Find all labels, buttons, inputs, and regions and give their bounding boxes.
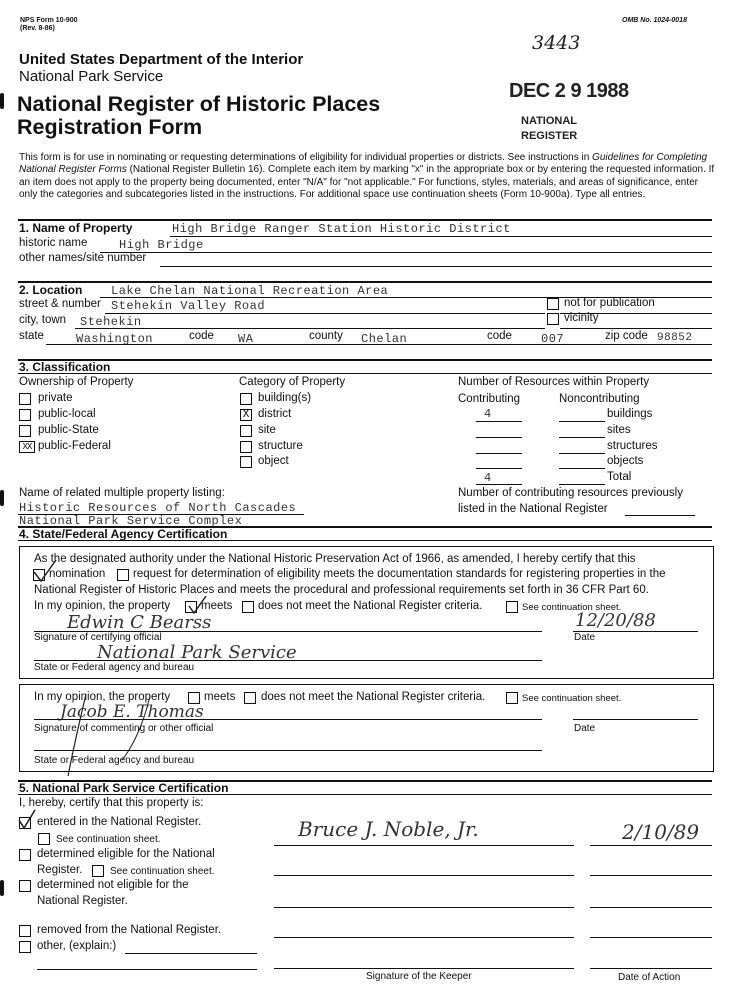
keeper-signature: Bruce J. Noble, Jr. [298, 817, 479, 841]
contrib-line [476, 453, 522, 454]
related-listing-value-2[interactable]: National Park Service Complex [19, 514, 243, 528]
determined-eligible-checkbox[interactable] [19, 849, 31, 861]
ownership-label-public-local: public-local [38, 408, 96, 420]
city-line [75, 328, 545, 329]
section-rule [18, 359, 712, 361]
date-of-action-label: Date of Action [618, 972, 681, 983]
entered-continuation-label: See continuation sheet. [56, 834, 161, 845]
street-value[interactable]: Stehekin Valley Road [111, 299, 266, 313]
does-not-meet-checkbox-2[interactable] [244, 692, 256, 704]
location-value[interactable]: Lake Chelan National Recreation Area [111, 284, 389, 298]
other-explain-line-2 [37, 969, 257, 970]
section4-heading: 4. State/Federal Agency Certification [19, 527, 228, 541]
instructions-paragraph: This form is for use in nominating or requesting determinations of eligibility for individual properties or districts. See instructions in Guidelines for Completing National Register Forms (National Register Bulletin 16). Complete each item by marking "x" in the appropriate box or by entering the requested information. If an item does not apply to the property being documented, enter "N/A" for "not applicable." For functions, styles, materials, and areas of significance, enter only the categories and subcategories listed in the instructions. For additional space use continuation sheets (Form 10-900a). Type all entries. [19, 152, 715, 201]
see-continuation-label: See continuation sheet. [522, 602, 622, 613]
state-label: state [19, 330, 44, 342]
category-label-structure: structure [258, 440, 303, 452]
ownership-label-public-state: public-State [38, 424, 99, 436]
noncontrib-line [559, 421, 605, 422]
category-checkbox-structure[interactable] [240, 441, 252, 453]
signature-certifying-label: Signature of certifying official [34, 632, 162, 643]
not-for-publication-label: not for publication [564, 297, 655, 309]
entered-label: entered in the National Register. [37, 816, 202, 828]
nps-cert-intro: I, hereby, certify that this property is: [19, 797, 204, 809]
category-checkbox-site[interactable] [240, 425, 252, 437]
resource-row-objects: objects [607, 455, 644, 467]
noncontributing-label: Noncontributing [559, 393, 640, 405]
county-value[interactable]: Chelan [361, 332, 408, 346]
commenting-date-line [573, 719, 698, 720]
historic-name-line [100, 252, 712, 253]
signature-keeper-label: Signature of the Keeper [366, 971, 472, 982]
contrib-line [476, 484, 522, 485]
form-number: NPS Form 10-900 [20, 17, 78, 24]
opinion-prefix-2: In my opinion, the property [34, 691, 171, 703]
noncontrib-line [559, 437, 605, 438]
section1-heading: 1. Name of Property [19, 221, 133, 235]
city-value[interactable]: Stehekin [80, 315, 142, 329]
category-label-object: object [258, 455, 289, 467]
ownership-checkbox-public-federal[interactable]: XX [19, 441, 35, 453]
date-label: Date [574, 632, 596, 643]
state-bureau-label: State or Federal agency and bureau [34, 662, 195, 673]
keeper-line-2 [274, 875, 574, 876]
omb-number: OMB No. 1024-0018 [622, 17, 687, 24]
contrib-line [476, 437, 522, 438]
state-code-value[interactable]: WA [238, 332, 254, 346]
zip-value[interactable]: 98852 [657, 332, 693, 344]
resource-row-structures: structures [607, 440, 658, 452]
section-rule [18, 281, 712, 283]
keeper-date-line-3 [590, 907, 712, 908]
certifying-date: 12/20/88 [575, 610, 656, 631]
city-label: city, town [19, 314, 67, 326]
related-listing-label: Name of related multiple property listing: [19, 487, 225, 499]
category-label-building: building(s) [258, 392, 312, 404]
keeper-line-4 [274, 937, 574, 938]
section-rule [18, 373, 712, 374]
not-for-publication-checkbox[interactable] [547, 298, 559, 310]
commenting-signature-line [34, 719, 542, 720]
keeper-date-line-2 [590, 875, 712, 876]
street-label: street & number [19, 298, 101, 310]
contributing-total[interactable]: 4 [484, 471, 492, 485]
historic-name-value[interactable]: High Bridge [119, 238, 204, 252]
handwritten-reference-number: 3443 [532, 32, 581, 54]
determined-not-eligible-label-2: National Register. [37, 895, 128, 907]
county-code-label: code [487, 330, 512, 342]
removed-checkbox[interactable] [19, 925, 31, 937]
category-label-site: site [258, 424, 276, 436]
stamp-register: REGISTER [521, 130, 578, 142]
keeper-date-line-4 [590, 937, 712, 938]
category-checkbox-building[interactable] [240, 393, 252, 405]
does-not-meet-label: does not meet the National Register criteria. [258, 600, 483, 612]
other-checkbox[interactable] [19, 941, 31, 953]
zip-label: zip code [605, 330, 648, 342]
resource-row-sites: sites [607, 424, 631, 436]
punch-mark [0, 880, 4, 896]
keeper-line-3 [274, 907, 574, 908]
ownership-checkbox-private[interactable] [19, 393, 31, 405]
see-continuation-checkbox[interactable] [506, 601, 518, 613]
category-checkbox-district[interactable]: X [240, 409, 252, 421]
cert-line1: As the designated authority under the National Historic Preservation Act of 1966, as amended, I hereby certify that this [34, 553, 636, 565]
contributing-buildings[interactable]: 4 [484, 407, 492, 421]
contrib-line [476, 421, 522, 422]
determined-eligible-label-2: Register. [37, 864, 83, 876]
removed-label: removed from the National Register. [37, 924, 222, 936]
bureau-handwritten: National Park Service [97, 642, 297, 663]
signature-commenting-label: Signature of commenting or other official [34, 723, 214, 734]
contributing-label: Contributing [458, 393, 521, 405]
keeper-date: 2/10/89 [622, 820, 700, 844]
received-date-stamp: DEC 2 9 1988 [509, 80, 629, 102]
state-line [46, 344, 712, 345]
bureau-line [34, 660, 542, 661]
meets-label-2: meets [204, 691, 236, 703]
state-value[interactable]: Washington [76, 332, 154, 346]
commenting-slash-mark [30, 690, 210, 780]
keeper-date-line-5 [590, 968, 712, 969]
state-code-label: code [189, 330, 214, 342]
section3-heading: 3. Classification [19, 360, 111, 374]
vicinity-label: vicinity [564, 312, 599, 324]
eligible-continuation-label: See continuation sheet. [110, 866, 215, 877]
commenting-bureau-line [34, 750, 542, 751]
opinion-prefix: In my opinion, the property [34, 600, 171, 612]
department-name: United States Department of the Interior [19, 51, 304, 68]
does-not-meet-label-2: does not meet the National Register criteria. [261, 691, 486, 703]
keeper-line-5 [274, 968, 574, 969]
property-name-line [170, 236, 712, 237]
other-explain-line [125, 953, 257, 954]
form-title-line2: Registration Form [17, 115, 203, 139]
section-rule [18, 540, 712, 541]
noncontrib-line [559, 468, 605, 469]
keeper-date-line-1 [590, 845, 712, 846]
ownership-label-public-federal: public-Federal [38, 440, 111, 452]
entered-check-mark [16, 808, 38, 832]
section5-heading: 5. National Park Service Certification [19, 781, 229, 795]
other-names-label: other names/site number [19, 252, 147, 264]
ownership-label-private: private [38, 392, 73, 404]
meets-label: meets [201, 600, 233, 612]
contrib-line [476, 468, 522, 469]
county-code-value[interactable]: 007 [541, 332, 565, 346]
determined-not-eligible-label-1: determined not eligible for the [37, 879, 189, 891]
request-label: request for determination of eligibility meets the documentation standards for registering properties in the [133, 568, 666, 580]
property-name-value[interactable]: High Bridge Ranger Station Historic District [172, 222, 511, 236]
resource-row-buildings: buildings [607, 408, 653, 420]
county-label: county [309, 330, 343, 342]
state-bureau-label-2: State or Federal agency and bureau [34, 755, 195, 766]
entered-continuation-checkbox[interactable] [38, 833, 50, 845]
form-revision: (Rev. 8-86) [20, 25, 55, 32]
determined-eligible-label-1: determined eligible for the National [37, 848, 215, 860]
related-listing-value-1[interactable]: Historic Resources of North Cascades [19, 501, 297, 515]
cert-line3: National Register of Historic Places and meets the procedural and professional requirements set forth in 36 CFR Part 60. [34, 584, 649, 596]
determined-not-eligible-checkbox[interactable] [19, 880, 31, 892]
see-continuation-checkbox-2[interactable] [506, 692, 518, 704]
category-checkbox-object[interactable] [240, 456, 252, 468]
street-line [105, 313, 545, 314]
date-label-2: Date [574, 723, 596, 734]
ownership-checkbox-public-local[interactable] [19, 409, 31, 421]
previously-listed-label-1: Number of contributing resources previously [458, 487, 683, 499]
nomination-label: nomination [49, 568, 106, 580]
previously-listed-line [625, 515, 695, 516]
category-heading: Category of Property [239, 376, 346, 388]
other-names-line [160, 266, 712, 267]
does-not-meet-checkbox[interactable] [242, 601, 254, 613]
vicinity-line [560, 328, 712, 329]
section2-heading: 2. Location [19, 283, 83, 297]
nomination-check-mark [30, 558, 60, 584]
keeper-line-1 [274, 845, 574, 846]
noncontrib-line [559, 453, 605, 454]
commenting-signature: Jacob E. Thomas [60, 702, 204, 722]
vicinity-checkbox[interactable] [547, 313, 559, 325]
historic-name-label: historic name [19, 237, 88, 249]
eligible-continuation-checkbox[interactable] [92, 865, 104, 877]
punch-mark [0, 93, 4, 109]
punch-mark [0, 490, 4, 506]
resources-heading: Number of Resources within Property [458, 376, 650, 388]
noncontrib-line [559, 484, 605, 485]
previously-listed-label-2: listed in the National Register [458, 503, 608, 515]
section-rule [18, 794, 712, 795]
category-label-district: district [258, 408, 292, 420]
agency-name: National Park Service [19, 68, 164, 85]
form-title-line1: National Register of Historic Places [17, 92, 381, 116]
ownership-heading: Ownership of Property [19, 376, 134, 388]
see-continuation-label-2: See continuation sheet. [522, 693, 622, 704]
other-label: other, (explain:) [37, 940, 117, 952]
request-checkbox[interactable] [117, 569, 129, 581]
ownership-checkbox-public-state[interactable] [19, 425, 31, 437]
certifying-signature: Edwin C Bearss [67, 612, 212, 633]
stamp-national: NATIONAL [521, 115, 578, 127]
resource-row-total: Total [607, 471, 632, 483]
